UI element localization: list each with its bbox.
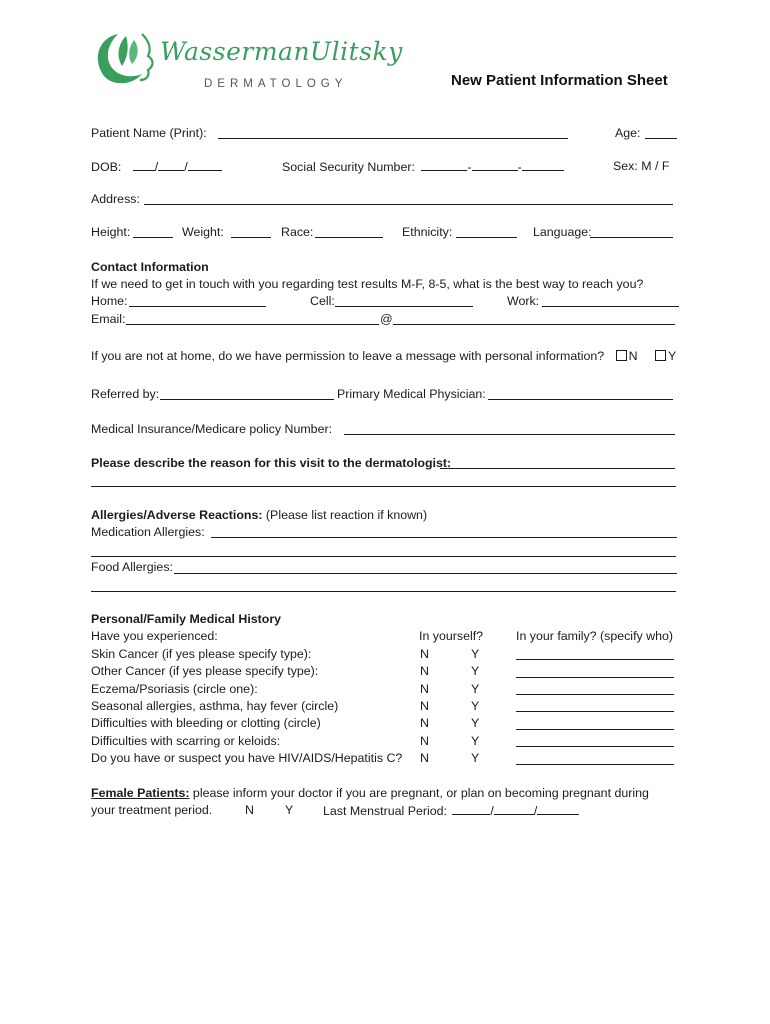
insurance-label: Medical Insurance/Medicare policy Number: [91, 422, 333, 436]
medication-allergies-field[interactable] [211, 537, 677, 538]
ssn-part2-field[interactable] [472, 159, 518, 171]
allergies-heading: Allergies/Adverse Reactions: [91, 508, 263, 522]
address-label: Address: [91, 192, 140, 206]
history-row-label: Seasonal allergies, asthma, hay fever (circle) [91, 699, 339, 713]
allergies-note: (Please list reaction if known) [262, 508, 428, 522]
patient-name-label: Patient Name (Print): [91, 126, 207, 140]
weight-field[interactable] [231, 237, 271, 238]
medication-allergies-label: Medication Allergies: [91, 525, 205, 539]
history-row-label: Other Cancer (if yes please specify type): [91, 664, 319, 678]
work-phone-field[interactable] [542, 306, 679, 307]
history-yes-option[interactable]: Y [471, 751, 480, 765]
col-family-header: In your family? (specify who) [516, 629, 674, 643]
ssn-part1-field[interactable] [421, 159, 467, 171]
pregnant-yes-option[interactable]: Y [285, 803, 294, 817]
cell-phone-field[interactable] [335, 306, 473, 307]
age-field[interactable] [645, 138, 677, 139]
lmp-sep: / [533, 804, 538, 818]
visit-reason-field-line2[interactable] [91, 486, 676, 487]
history-no-option[interactable]: N [420, 664, 429, 678]
history-family-field[interactable] [516, 694, 674, 695]
ssn-row [282, 159, 564, 174]
dob-label: DOB: [91, 160, 122, 174]
dob-day-field[interactable] [158, 159, 184, 171]
female-patients-label: Female Patients: [91, 786, 190, 800]
lmp-year-field[interactable] [537, 803, 579, 815]
history-no-option[interactable]: N [420, 716, 429, 730]
history-row-label: Skin Cancer (if yes please specify type): [91, 647, 312, 661]
dob-year-field[interactable] [188, 159, 222, 171]
permission-yes-label: Y [667, 349, 677, 363]
history-row-label: Do you have or suspect you have HIV/AIDS/Hepatitis C? [91, 751, 403, 765]
history-yes-option[interactable]: Y [471, 716, 480, 730]
history-row-label: Eczema/Psoriasis (circle one): [91, 682, 258, 696]
address-field[interactable] [144, 204, 673, 205]
history-yes-option[interactable]: Y [471, 664, 480, 678]
female-patients-row [91, 786, 649, 800]
treatment-period-text: your treatment period. [91, 803, 213, 817]
email-at-sign: @ [380, 312, 393, 326]
physician-field[interactable] [488, 399, 673, 400]
history-no-option[interactable]: N [420, 699, 429, 713]
lmp-label: Last Menstrual Period: [323, 804, 447, 818]
language-label: Language: [533, 225, 592, 239]
history-no-option[interactable]: N [420, 734, 429, 748]
medication-allergies-field-line2[interactable] [91, 556, 676, 557]
physician-label: Primary Medical Physician: [337, 387, 486, 401]
visit-reason-field[interactable] [440, 468, 675, 469]
contact-heading: Contact Information [91, 260, 209, 274]
height-label: Height: [91, 225, 131, 239]
ssn-sep: - [467, 160, 472, 174]
contact-prompt: If we need to get in touch with you regarding test results M-F, 8-5, what is the best way to reach you? [91, 277, 644, 291]
dob-sep: / [184, 160, 188, 174]
history-family-field[interactable] [516, 659, 674, 660]
history-yes-option[interactable]: Y [471, 647, 480, 661]
home-phone-field[interactable] [129, 306, 266, 307]
ssn-sep: - [517, 160, 522, 174]
permission-row [91, 349, 676, 363]
visit-reason-label: Please describe the reason for this visit to the dermatologist: [91, 456, 452, 470]
history-yes-option[interactable]: Y [471, 699, 480, 713]
food-allergies-field-line2[interactable] [91, 591, 676, 592]
email-label: Email: [91, 312, 126, 326]
food-allergies-field[interactable] [174, 573, 677, 574]
clinic-logo-icon [88, 30, 160, 86]
patient-name-field[interactable] [218, 138, 568, 139]
race-field[interactable] [315, 237, 383, 238]
permission-yes-checkbox[interactable] [655, 350, 666, 361]
history-family-field[interactable] [516, 711, 674, 712]
dob-sep: / [154, 160, 159, 174]
history-yes-option[interactable]: Y [471, 682, 480, 696]
history-row-label: Difficulties with scarring or keloids: [91, 734, 281, 748]
cell-label: Cell: [310, 294, 335, 308]
ssn-part3-field[interactable] [522, 159, 564, 171]
brand-name: WassermanUlitsky [160, 37, 403, 66]
history-family-field[interactable] [516, 764, 674, 765]
weight-label: Weight: [182, 225, 224, 239]
history-intro: Have you experienced: [91, 629, 218, 643]
sex-field[interactable]: Sex: M / F [613, 159, 670, 173]
lmp-row [323, 803, 579, 818]
history-no-option[interactable]: N [420, 682, 429, 696]
height-field[interactable] [133, 237, 173, 238]
ethnicity-field[interactable] [456, 237, 517, 238]
referred-by-field[interactable] [160, 399, 334, 400]
history-family-field[interactable] [516, 746, 674, 747]
home-label: Home: [91, 294, 128, 308]
ssn-label: Social Security Number: [282, 160, 415, 174]
email-user-field[interactable] [126, 324, 379, 325]
ethnicity-label: Ethnicity: [402, 225, 453, 239]
col-yourself-header: In yourself? [419, 629, 484, 643]
work-label: Work: [507, 294, 540, 308]
lmp-day-field[interactable] [494, 803, 534, 815]
permission-no-label: N [628, 349, 638, 363]
history-no-option[interactable]: N [420, 751, 429, 765]
female-patients-text: please inform your doctor if you are pregnant, or plan on becoming pregnant during [189, 786, 649, 800]
dob-row [91, 159, 222, 174]
history-family-field[interactable] [516, 677, 674, 678]
history-heading: Personal/Family Medical History [91, 612, 282, 626]
race-label: Race: [281, 225, 314, 239]
dob-month-field[interactable] [133, 159, 155, 171]
allergies-heading-row [91, 508, 427, 522]
food-allergies-label: Food Allergies: [91, 560, 173, 574]
age-label: Age: [615, 126, 641, 140]
pregnant-no-option[interactable]: N [245, 803, 254, 817]
history-no-option[interactable]: N [420, 647, 429, 661]
email-domain-field[interactable] [393, 324, 675, 325]
history-yes-option[interactable]: Y [471, 734, 480, 748]
lmp-sep: / [490, 804, 494, 818]
lmp-month-field[interactable] [452, 803, 490, 815]
insurance-field[interactable] [344, 434, 675, 435]
brand-subtitle: DERMATOLOGY [204, 78, 348, 90]
referred-by-label: Referred by: [91, 387, 160, 401]
permission-question: If you are not at home, do we have permission to leave a message with personal information? [91, 349, 605, 363]
history-row-label: Difficulties with bleeding or clotting (circle) [91, 716, 321, 730]
page-title: New Patient Information Sheet [451, 72, 668, 89]
language-field[interactable] [590, 237, 673, 238]
history-family-field[interactable] [516, 729, 674, 730]
permission-no-checkbox[interactable] [616, 350, 627, 361]
